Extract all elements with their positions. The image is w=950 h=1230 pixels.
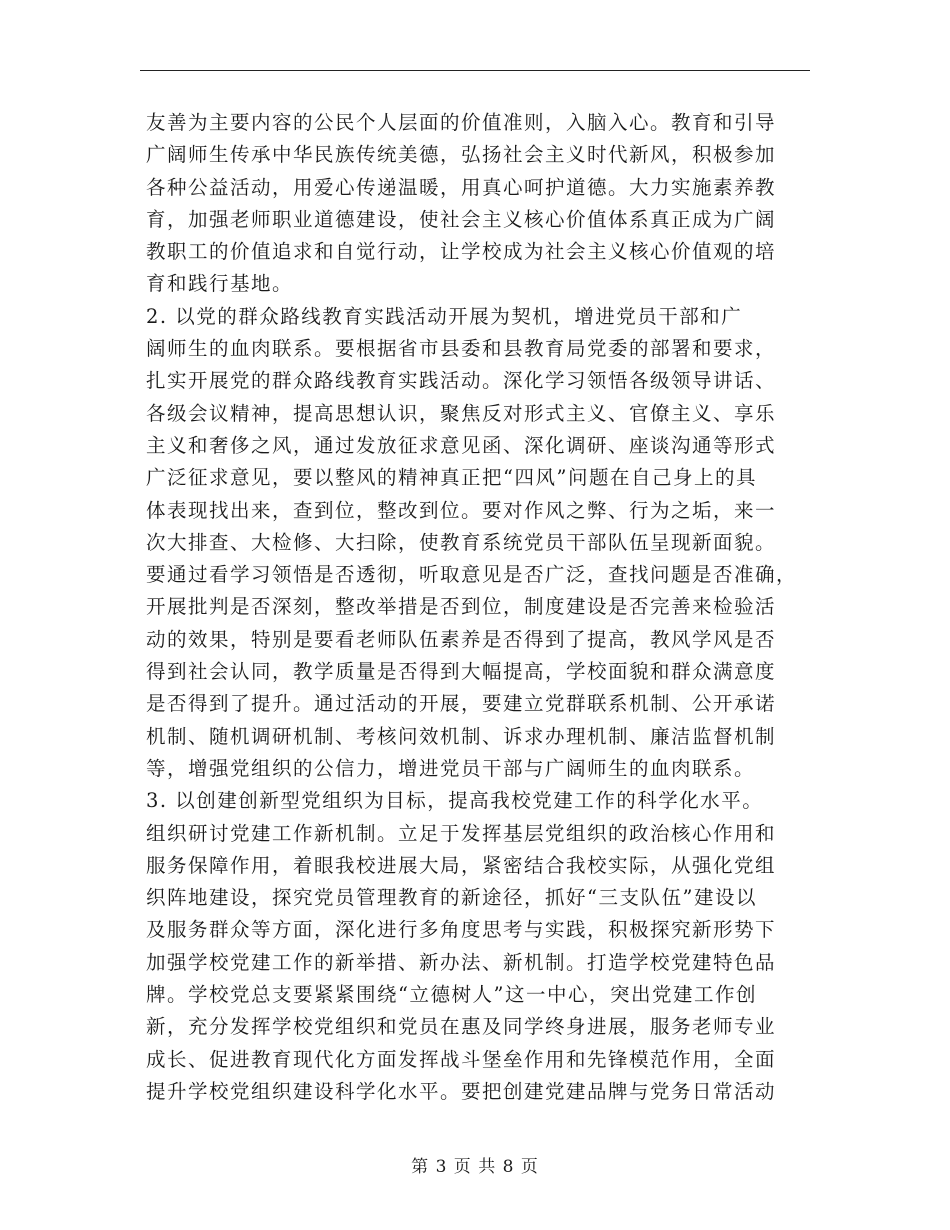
text-line: 及服务群众等方面，深化进行多角度思考与实践，积极探究新形势下 [146,918,777,942]
text-line: 要通过看学习领悟是否透彻，听取意见是否广泛，查找问题是否准确， [146,563,798,587]
text-line: 各级会议精神，提高思想认识，聚焦反对形式主义、官僚主义、享乐 [146,401,777,425]
text-line: 得到社会认同，教学质量是否得到大幅提高，学校面貌和群众满意度 [146,660,777,684]
text-line: 友善为主要内容的公民个人层面的价值准则，入脑入心。教育和引导 [146,111,777,134]
text-line: 3. 以创建创新型党组织为目标，提高我校党建工作的科学化水平。 [146,789,764,813]
text-line: 教职工的价值追求和自觉行动，让学校成为社会主义核心价值观的培 [146,240,777,264]
text-line: 新，充分发挥学校党组织和党员在惠及同学终身进展，服务老师专业 [146,1015,777,1039]
text-line: 服务保障作用，着眼我校进展大局，紧密结合我校实际，从强化党组 [146,853,777,877]
text-line: 2. 以党的群众路线教育实践活动开展为契机，增进党员干部和广 [146,304,743,328]
text-line: 动的效果，特别是要看老师队伍素养是否得到了提高，教风学风是否 [146,627,777,651]
text-line: 主义和奢侈之风，通过发放征求意见函、深化调研、座谈沟通等形式 [146,433,777,457]
text-line: 成长、促进教育现代化方面发挥战斗堡垒作用和先锋模范作用，全面 [146,1047,777,1071]
body-text [146,107,816,1108]
page-number-footer: 第 3 页 共 8 页 [411,1157,539,1177]
text-line: 是否得到了提升。通过活动的开展，要建立党群联系机制、公开承诺 [146,692,777,716]
text-line: 提升学校党组织建设科学化水平。要把创建党建品牌与党务日常活动 [146,1079,777,1103]
text-line: 组织研讨党建工作新机制。立足于发挥基层党组织的政治核心作用和 [146,821,777,845]
text-line: 体表现找出来，查到位，整改到位。要对作风之弊、行为之垢，来一 [146,498,777,522]
header-rule [140,70,810,71]
text-line: 加强学校党建工作的新举措、新办法、新机制。打造学校党建特色品 [146,950,777,974]
text-line: 机制、随机调研机制、考核问效机制、诉求办理机制、廉洁监督机制 [146,724,777,748]
text-line: 次大排查、大检修、大扫除，使教育系统党员干部队伍呈现新面貌。 [146,530,777,554]
text-line: 各种公益活动，用爱心传递温暖，用真心呵护道德。大力实施素养教 [146,175,777,199]
text-line: 牌。学校党总支要紧紧围绕“立德树人”这一中心，突出党建工作创 [146,983,757,1007]
text-line: 阔师生的血肉联系。要根据省市县委和县教育局党委的部署和要求， [146,337,777,361]
text-line: 织阵地建设，探究党员管理教育的新途径，抓好“三支队伍”建设以 [146,886,757,910]
text-line: 育和践行基地。 [146,272,294,296]
text-line: 等，增强党组织的公信力，增进党员干部与广阔师生的血肉联系。 [146,756,756,780]
text-line: 扎实开展党的群众路线教育实践活动。深化学习领悟各级领导讲话、 [146,369,777,393]
text-line: 育，加强老师职业道德建设，使社会主义核心价值体系真正成为广阔 [146,207,777,231]
text-line: 广泛征求意见，要以整风的精神真正把“四风”问题在自己身上的具 [146,466,757,490]
text-line: 广阔师生传承中华民族传统美德，弘扬社会主义时代新风，积极参加 [146,143,777,167]
text-line: 开展批判是否深刻，整改举措是否到位，制度建设是否完善来检验活 [146,595,777,619]
